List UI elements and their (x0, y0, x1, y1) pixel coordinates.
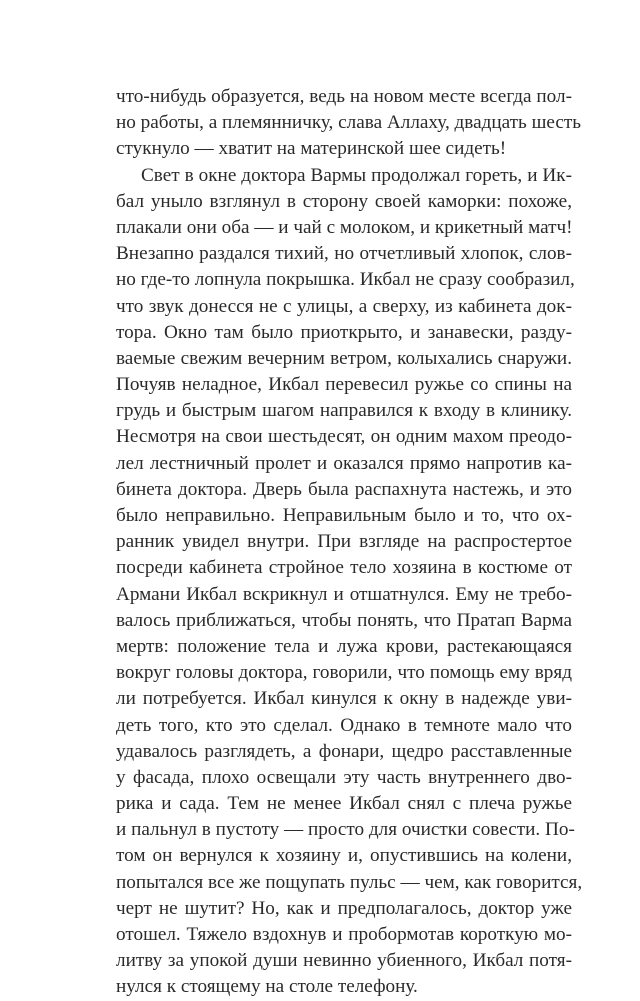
text-line: тора. Окно там было приоткрыто, и занавески, разду- (116, 321, 572, 343)
text-line: ранник увидел внутри. При взгляде на распростертое (116, 531, 572, 553)
text-line: грудь и быстрым шагом направился к входу в клинику. (116, 400, 572, 422)
text-line: было неправильно. Неправильным было и то, что ох- (116, 505, 572, 526)
text-line: посреди кабинета стройное тело хозяина в костюме от (116, 557, 572, 579)
text-line: Внезапно раздался тихий, но отчетливый хлопок, слов- (116, 243, 572, 265)
text-block (116, 84, 583, 1001)
text-line: но где-то лопнула покрышка. Икбал не сразу сообразил, (116, 269, 575, 291)
text-line: нулся к стоящему на столе телефону. (116, 976, 418, 998)
text-line: отошел. Тяжело вздохнув и пробормотав короткую мо- (116, 924, 572, 945)
text-line: Почуяв неладное, Икбал перевесил ружье со спины на (116, 374, 572, 396)
text-line: попытался все же пощупать пульс — чем, как говорится, (116, 871, 583, 893)
text-line: черт не шутит? Но, как и предполагалось, доктор уже (116, 897, 572, 919)
text-line: деть того, кто это сделал. Однако в темноте мало что (116, 714, 572, 736)
text-line: и пальнул в пустоту — просто для очистки совести. По- (116, 819, 575, 841)
text-line: что звук донесся не с улицы, а сверху, из кабинета док- (116, 295, 572, 317)
text-line: но работы, а племянничку, слава Аллаху, двадцать шесть (116, 112, 582, 134)
text-line: литву за упокой души невинно убиенного, Икбал потя- (116, 950, 572, 972)
text-line: Свет в окне доктора Вармы продолжал гореть, и Ик- (141, 164, 572, 186)
text-line: ваемые свежим вечерним ветром, колыхались снаружи. (116, 347, 572, 369)
text-line: Несмотря на свои шестьдесят, он одним махом преодо- (116, 426, 572, 448)
text-line: бал уныло взглянул в сторону своей каморки: похоже, (116, 190, 572, 212)
text-line: стукнуло — хватит на материнской шее сидеть! (116, 138, 507, 160)
text-line: Армани Икбал вскрикнул и отшатнулся. Ему не требо- (116, 583, 572, 605)
text-line: валось приближаться, чтобы понять, что Пратап Варма (116, 609, 572, 631)
text-line: вокруг головы доктора, говорили, что помощь ему вряд (116, 662, 572, 684)
text-line: у фасада, плохо освещали эту часть внутреннего дво- (116, 766, 572, 788)
text-line: рика и сада. Тем не менее Икбал снял с плеча ружье (116, 793, 572, 815)
text-line: удавалось разглядеть, а фонари, щедро расставленные (116, 740, 572, 762)
text-line: лел лестничный пролет и оказался прямо напротив ка- (116, 452, 572, 474)
text-line: плакали они оба — и чай с молоком, и крикетный матч! (116, 216, 573, 238)
text-line: бинета доктора. Дверь была распахнута настежь, и это (116, 478, 572, 500)
text-line: что-нибудь образуется, ведь на новом месте всегда пол- (116, 86, 572, 107)
text-line: мертв: положение тела и лужа крови, растекающаяся (116, 635, 572, 657)
page-body-text (116, 84, 583, 1001)
text-line: ли потребуется. Икбал кинулся к окну в надежде уви- (116, 688, 572, 710)
text-line: том он вернулся к хозяину и, опустившись на колени, (116, 845, 572, 867)
